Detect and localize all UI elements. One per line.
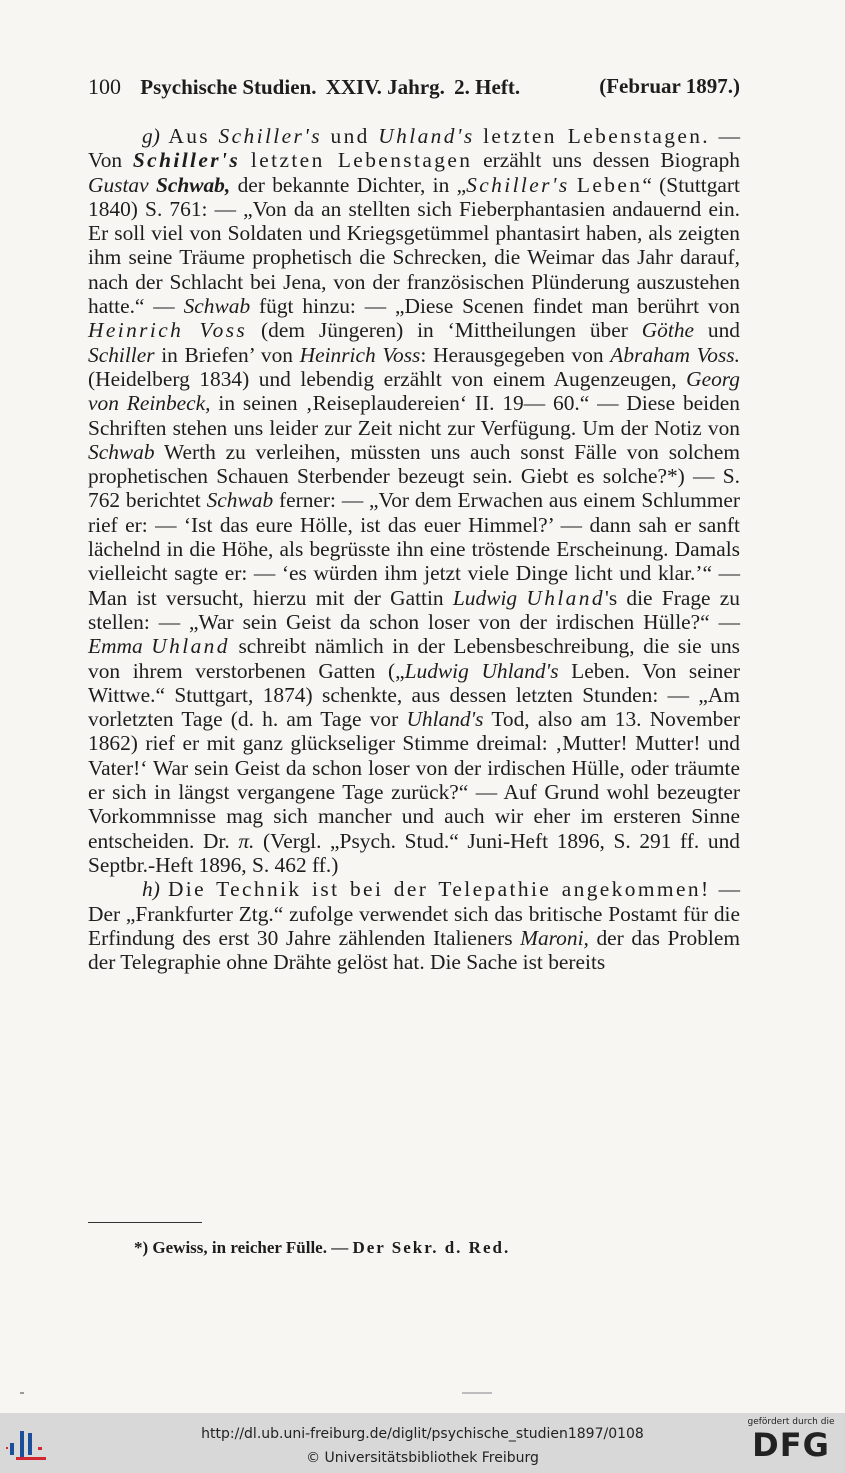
text-run: (Vergl. „Psych. Stud.“ Juni-Heft 1896, S. 291 ff. und Septbr.-Heft 1896, S. 462 ff.) bbox=[88, 828, 740, 877]
footnote-signature: Der Sekr. d. Red. bbox=[352, 1238, 511, 1257]
name-uhlands: Uhland's bbox=[406, 707, 484, 732]
name-schwab: Schwab bbox=[183, 294, 251, 319]
name-schwab-bold: Schwab, bbox=[155, 172, 231, 197]
uhland-genitive: Uhland's bbox=[378, 124, 475, 148]
name-uhland: Uhland bbox=[151, 634, 230, 659]
text-run: (Heidelberg 1834) und lebendig erzählt von einem Augenzeugen, bbox=[88, 366, 677, 391]
word-leben: Leben bbox=[576, 172, 643, 197]
name-schwab: Schwab bbox=[206, 488, 274, 513]
text-run: — Der „Frankfurter Ztg.“ zufolge verwendet sich das britische Postamt für die Erfindung des erst 30 Jahre zählenden Italieners bbox=[88, 877, 740, 950]
text-run: letzten Lebenstagen bbox=[250, 148, 473, 173]
section-title: Die Technik ist bei der Telepathie angekommen! bbox=[167, 877, 711, 902]
article-body bbox=[88, 124, 740, 974]
footnote-text: *) Gewiss, in reicher Fülle. — bbox=[134, 1238, 349, 1257]
footnote bbox=[134, 1238, 510, 1258]
text-run: schreibt nämlich in der Lebensbeschreibung, die sie uns von ihrem verstorbenen Gatten („ bbox=[88, 634, 740, 683]
name-abraham-voss: Abraham Voss. bbox=[610, 342, 740, 367]
text-run: Leben. Von seiner Wittwe.“ Stuttgart, 1874) schenkte, aus dessen letzten Stunden: — „Am vorletzten Tage (d. h. am Tage vor bbox=[88, 658, 740, 732]
name-heinrich-voss: Heinrich Voss bbox=[88, 318, 248, 343]
paragraph-h bbox=[88, 877, 740, 974]
schiller-genitive: Schiller's bbox=[218, 124, 322, 148]
name-heinrich-voss: Heinrich Voss bbox=[299, 342, 421, 367]
issue-date: (Februar 1897.) bbox=[599, 74, 740, 98]
dfg-caption: gefördert durch die bbox=[747, 1417, 835, 1427]
text-run: Tod, also am 13. November 1862) rief er mit ganz glückseliger Stimme dreimal: ‚Mutter! Mutter! und Vater!‘ War sein Geist da schon loser von der irdischen Hülle, oder träumte er sich in längst vergangene Tage zurück?“ — Auf Grund wohl bezeugter Vorkommnisse mag sich mancher und auch wir eher im ersteren Sinne entscheiden. Dr. bbox=[88, 707, 740, 853]
section-label: h) bbox=[142, 877, 160, 902]
page-number: 100 bbox=[88, 74, 121, 99]
name-gustav: Gustav bbox=[88, 172, 149, 197]
w-und: und bbox=[330, 124, 370, 148]
copyright-notice: © Universitätsbibliothek Freiburg bbox=[306, 1450, 539, 1466]
text-run: — Von bbox=[88, 124, 740, 173]
viewer-footer bbox=[0, 1413, 845, 1473]
author-initial: π. bbox=[238, 828, 255, 853]
text-run: ferner: — „Vor dem Erwachen aus einem Schlummer rief er: — ‘Ist das eure Hölle, ist das euer Himmel?’ — dann sah er sanft lächelnd in die Höhe, als begrüsste ihn eine tröstende Erscheinung. Damals vielleicht sagte er: — ‘es würden ihm jetzt viele Dinge licht und klar.’“ — Man ist versucht, hierzu mit der Gattin bbox=[88, 488, 740, 610]
name-ludwig-uhlands: Ludwig Uhland's bbox=[404, 658, 559, 683]
schillers-bold: Schiller's bbox=[132, 148, 241, 173]
text-run: fügt hinzu: — „Diese Scenen findet man berührt von bbox=[259, 294, 740, 319]
text-run: : Herausgegeben von bbox=[420, 342, 604, 367]
text-run: erzählt uns dessen Biograph bbox=[483, 148, 740, 173]
name-schwab: Schwab bbox=[88, 439, 155, 464]
text-run: (dem Jüngeren) in ‘Mittheilungen über bbox=[261, 318, 628, 343]
text-run: Werth zu verleihen, müssten uns auch sonst Fälle von solchem prophetischen Schauen Sterbender bezeugt sein. Giebt es solche?*) — S. 762 berichtet bbox=[88, 439, 740, 513]
text-run: und bbox=[707, 318, 740, 343]
volume: XXIV. Jahrg. bbox=[325, 75, 445, 99]
name-maroni: Maroni, bbox=[520, 925, 589, 950]
name-ludwig: Ludwig bbox=[452, 585, 518, 610]
text-run: in Briefen’ von bbox=[161, 342, 293, 367]
text-run: der das Problem der Telegraphie ohne Drähte gelöst hat. Die Sache ist bereits bbox=[88, 925, 740, 975]
text-run: in seinen ‚Reiseplaudereien‘ II. 19— 60.“ — Diese beiden Schriften stehen uns leider zur Zeit nicht zur Verfügung. Um der Notiz von bbox=[88, 391, 740, 440]
dfg-wordmark: DFG bbox=[752, 1426, 830, 1464]
w-aus: Aus bbox=[168, 124, 211, 148]
section-label: g) bbox=[142, 124, 160, 148]
name-emma: Emma bbox=[88, 634, 143, 659]
name-uhland: Uhland bbox=[526, 585, 605, 610]
journal-title: Psychische Studien. bbox=[140, 75, 317, 99]
paragraph-g bbox=[88, 124, 740, 877]
dfg-logo[interactable] bbox=[745, 1417, 837, 1471]
name-reinbeck: Georg von Reinbeck, bbox=[88, 366, 740, 416]
section-title: letzten Lebenstagen. bbox=[483, 124, 711, 148]
scan-artifact bbox=[462, 1392, 492, 1394]
text-run: “ (Stuttgart 1840) S. 761: — „Von da an stellten sich Fieberphantasien andauernd ein. Er soll viel von Soldaten und Kriegsgetümmel phantasirt haben, als zeigten ihm seine Träume prophetisch die Schrecken, die Weimar das Jahr darauf, nach der Schlacht bei Jena, von der französischen Plünderung auszustehen hatte.“ — bbox=[88, 172, 740, 319]
text-run: der bekannte Dichter, in „ bbox=[237, 172, 467, 197]
running-header bbox=[88, 74, 740, 100]
schillers-spaced: Schiller's bbox=[466, 172, 570, 197]
text-run: 's die Frage zu stellen: — „War sein Geist da schon loser von der irdischen Hülle?“ — bbox=[88, 585, 740, 634]
footnote-rule bbox=[88, 1222, 202, 1223]
issue: 2. Heft. bbox=[454, 75, 521, 99]
scan-artifact bbox=[20, 1392, 24, 1394]
name-goethe: Göthe bbox=[641, 318, 695, 343]
name-schiller: Schiller bbox=[88, 342, 155, 367]
permalink-url[interactable]: http://dl.ub.uni-freiburg.de/diglit/psychische_studien1897/0108 bbox=[201, 1426, 644, 1442]
